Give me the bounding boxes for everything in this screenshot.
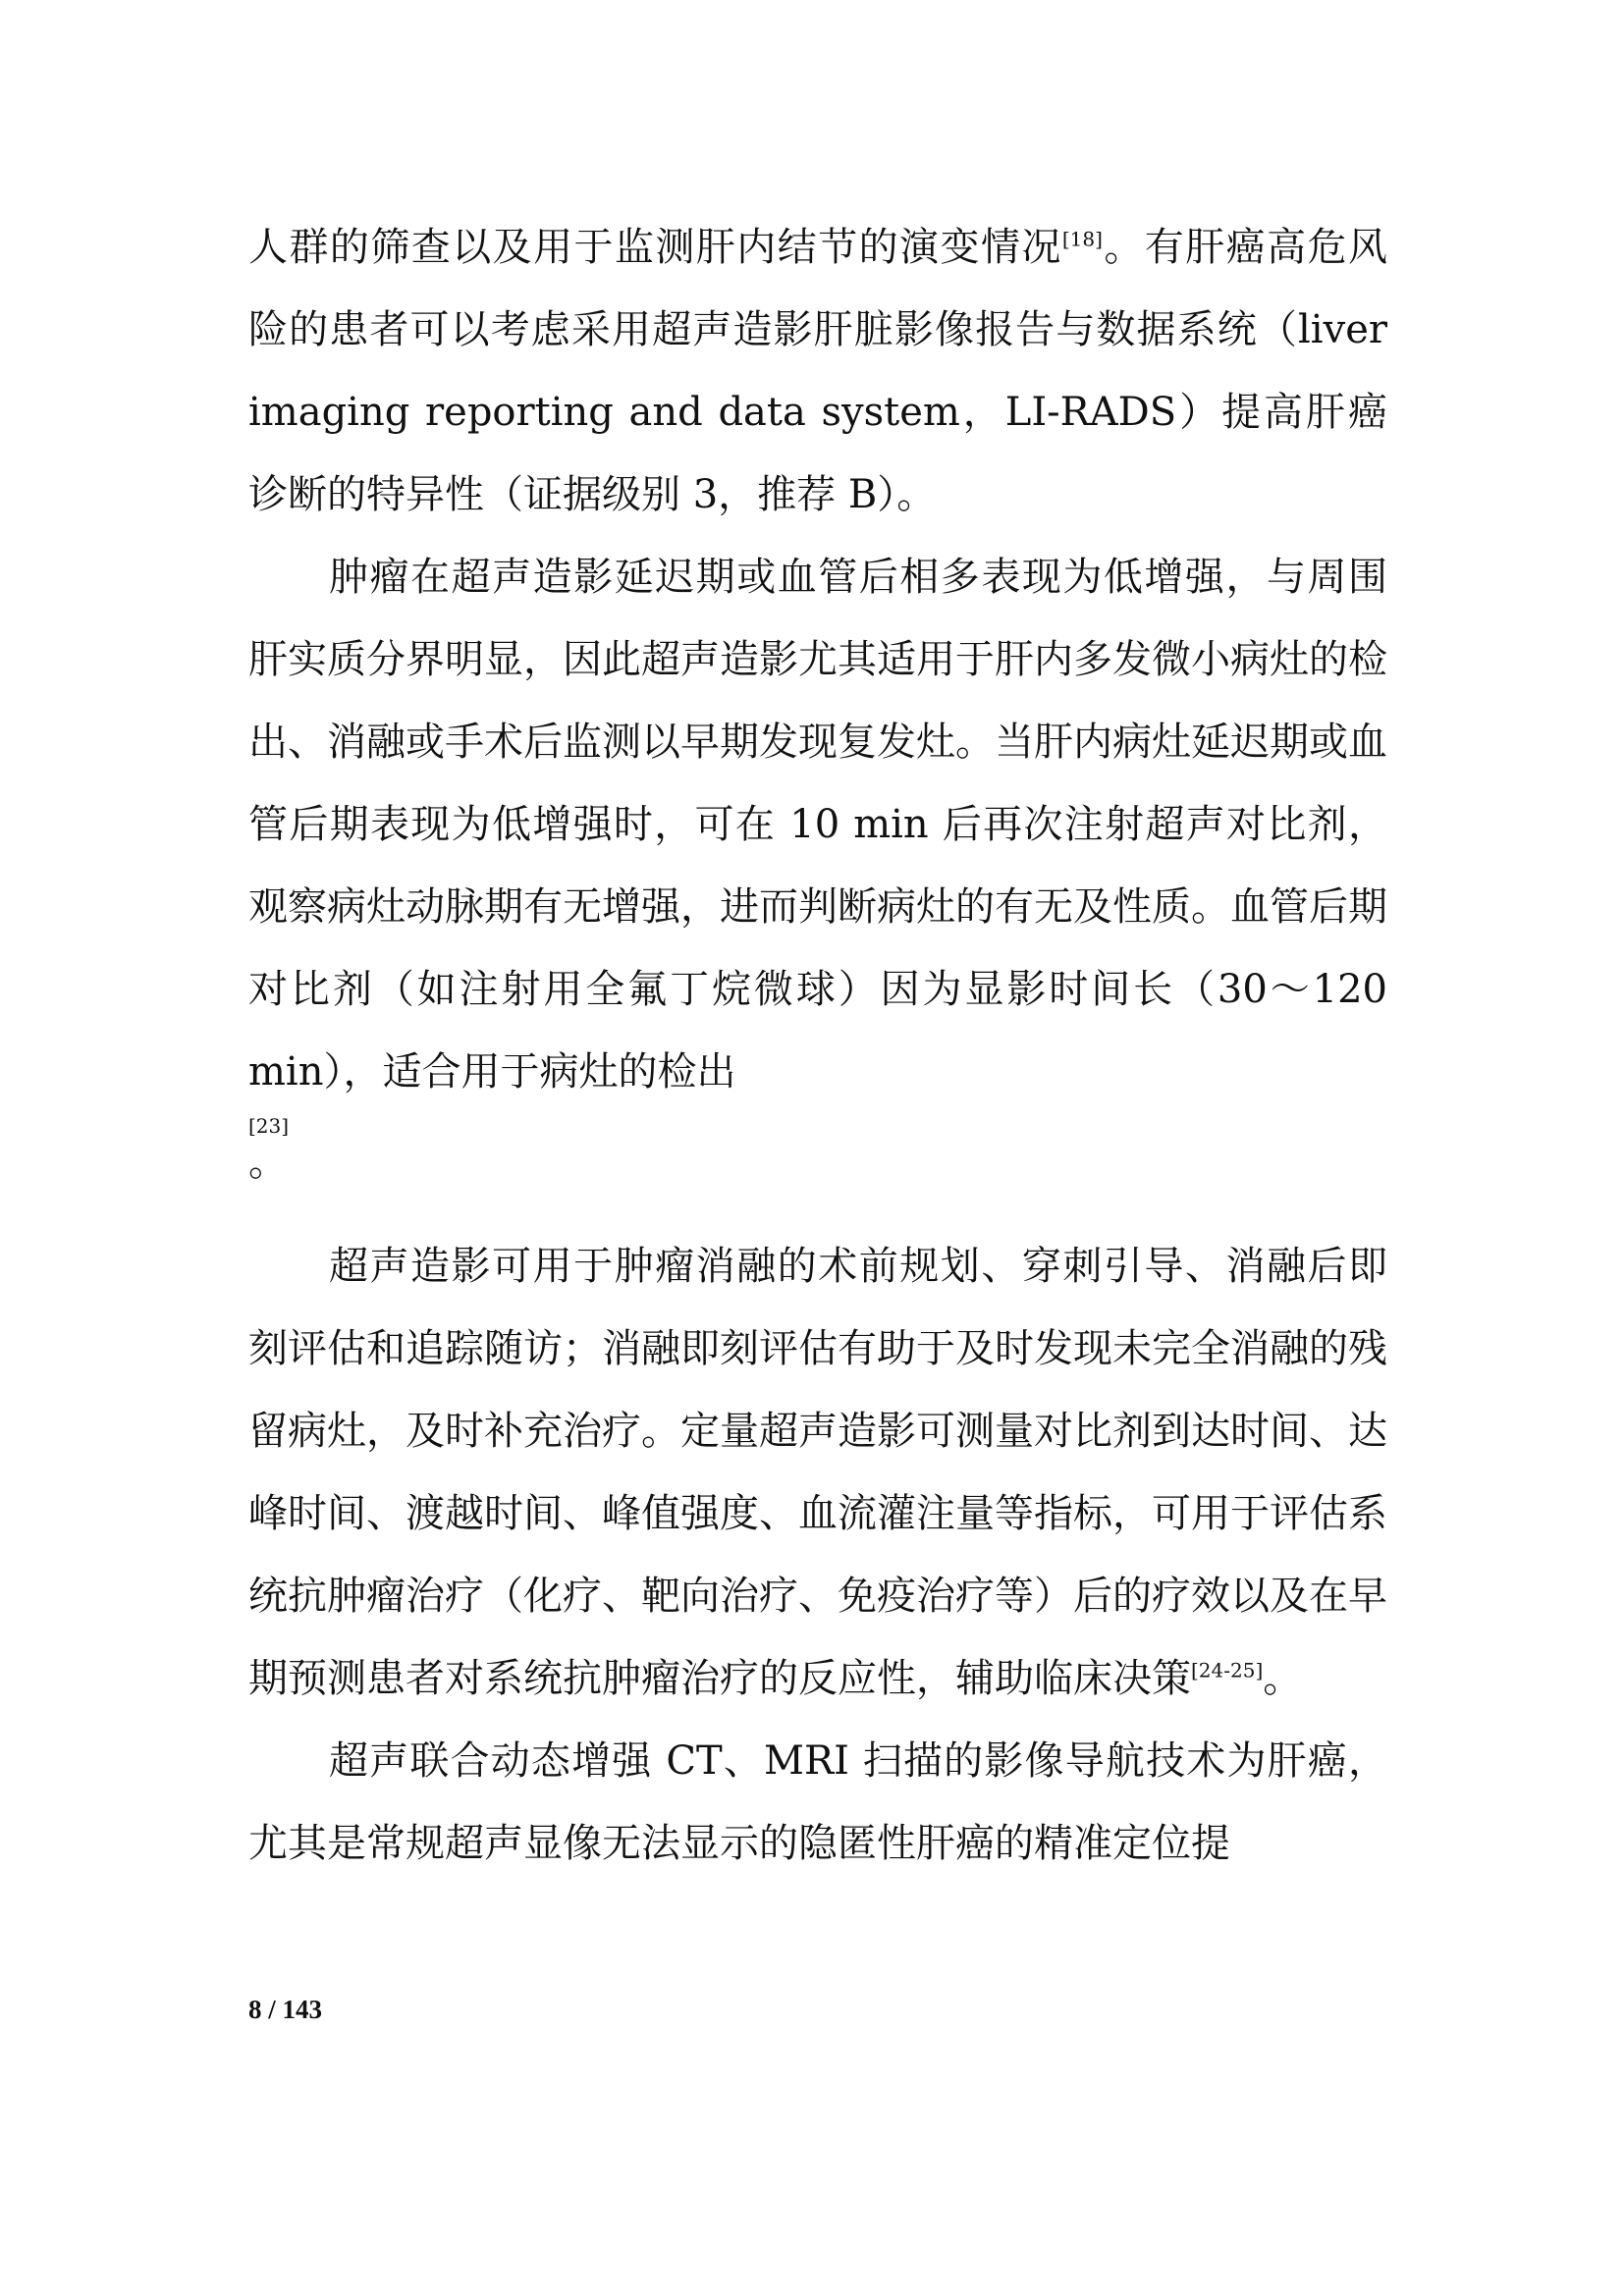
page-number: 8 / 143 [248, 1995, 323, 2024]
citation-18: [18] [1061, 227, 1103, 251]
paragraph-3 [248, 1225, 1387, 1720]
paragraph-2-tail [248, 1115, 1387, 1225]
paragraph-1-text-b: 。有肝癌高危风险的患者可以考虑采用超声造影肝脏影像报告与数据系统（liver imaging reporting and data system，LI-RADS）提高肝癌诊断的特异性（证据级别 3，推荐 B）。 [248, 225, 1388, 517]
paragraph-1 [248, 206, 1387, 536]
paragraph-3-text-a: 超声造影可用于肿瘤消融的术前规划、穿刺引导、消融后即刻评估和追踪随访；消融即刻评估有助于及时发现未完全消融的残留病灶，及时补充治疗。定量超声造影可测量对比剂到达时间、达峰时间、渡越时间、峰值强度、血流灌注量等指标，可用于评估系统抗肿瘤治疗（化疗、靶向治疗、免疫治疗等）后的疗效以及在早期预测患者对系统抗肿瘤治疗的反应性，辅助临床决策 [248, 1244, 1387, 1701]
paragraph-1-text-a: 人群的筛查以及用于监测肝内结节的演变情况 [248, 225, 1062, 270]
paragraph-2 [248, 536, 1387, 1113]
paragraph-4 [248, 1720, 1387, 1885]
citation-24-25: [24-25] [1191, 1658, 1264, 1682]
paragraph-2-text: 肿瘤在超声造影延迟期或血管后相多表现为低增强，与周围肝实质分界明显，因此超声造影尤其适用于肝内多发微小病灶的检出、消融或手术后监测以早期发现复发灶。当肝内病灶延迟期或血管后期表现为低增强时，可在 10 min 后再次注射超声对比剂，观察病灶动脉期有无增强，进而判断病灶的有无及性质。血管后期对比剂（如注射用全氟丁烷微球）因为显影时间长（30～120 min），适合用于病灶的检出 [248, 555, 1387, 1095]
paragraph-3-text-b: 。 [1263, 1656, 1303, 1701]
paragraph-2-end-punctuation: 。 [248, 1140, 288, 1185]
paragraph-4-text: 超声联合动态增强 CT、MRI 扫描的影像导航技术为肝癌，尤其是常规超声显像无法显示的隐匿性肝癌的精准定位提 [248, 1738, 1387, 1866]
citation-23: [23] [248, 1114, 290, 1138]
body-text [248, 206, 1387, 1885]
